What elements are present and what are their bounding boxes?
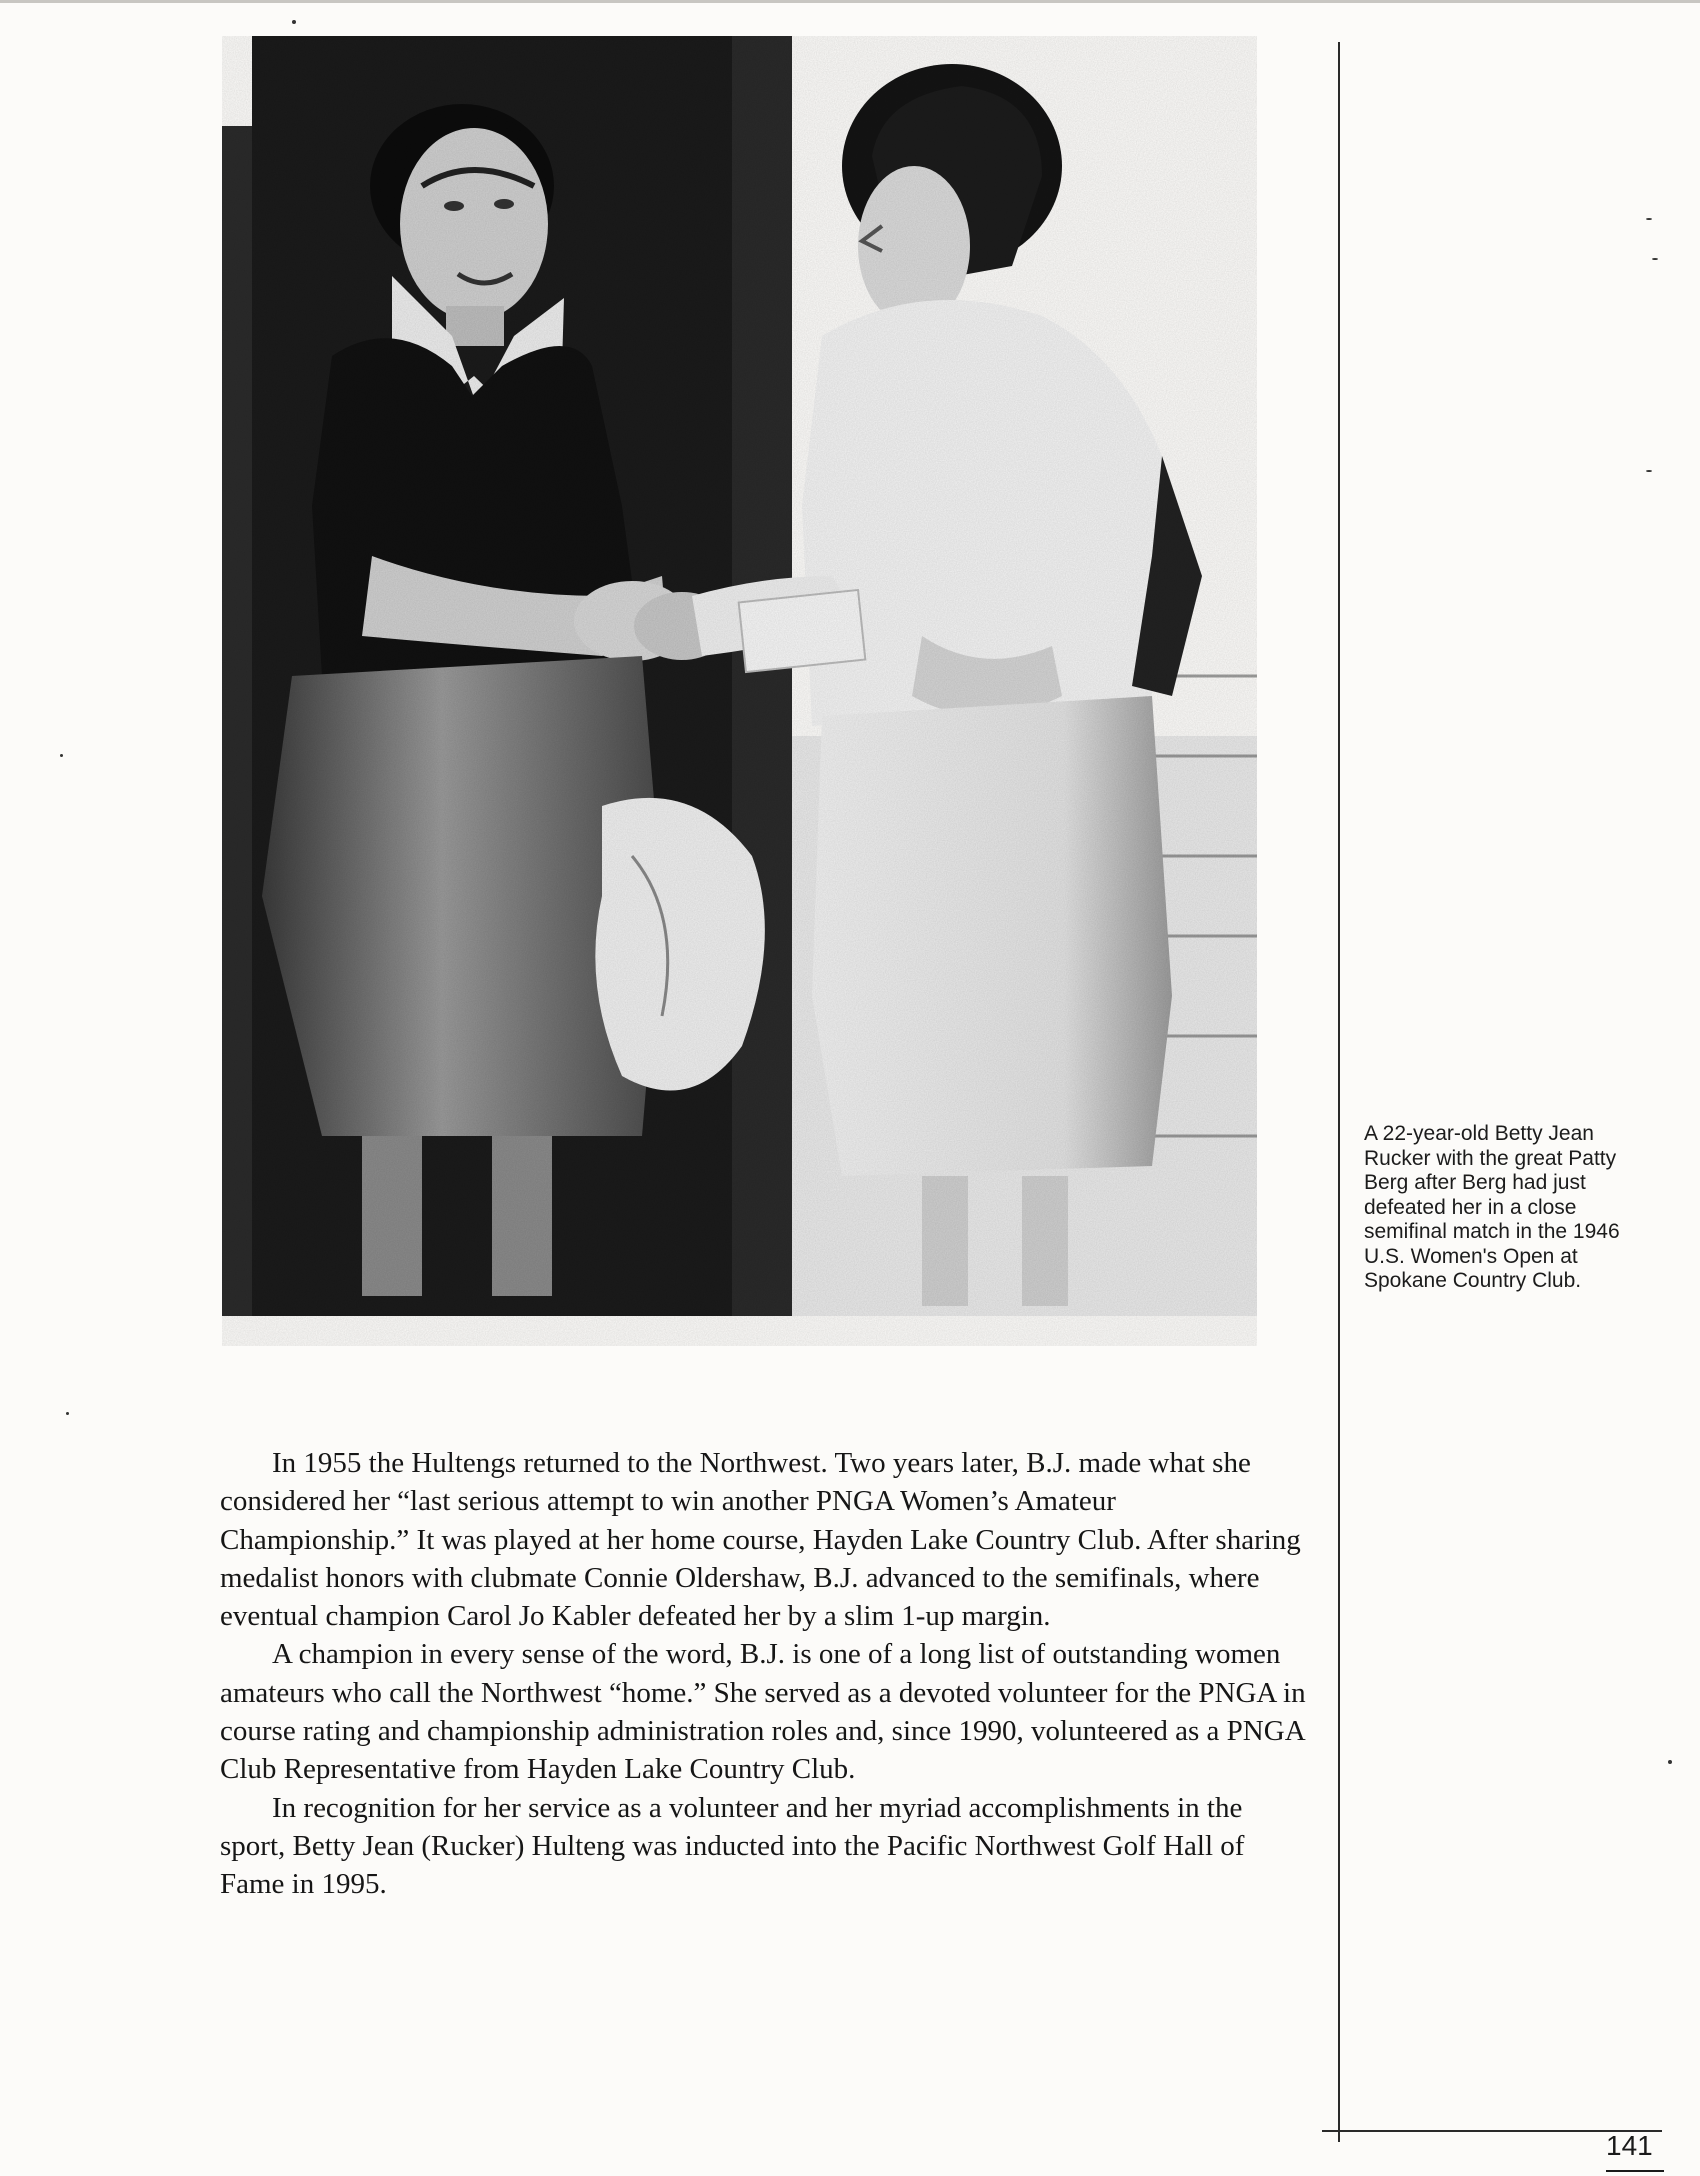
column-rule-vertical: [1338, 42, 1340, 2142]
page-number-underline: [1606, 2170, 1664, 2172]
article-body: [220, 1444, 1310, 1904]
paragraph-3: In recognition for her service as a volunteer and her myriad accomplishments in the sport, Betty Jean (Rucker) Hulteng was inducted into the Pacific Northwest Golf Hall of Fame in 1995.: [220, 1791, 1245, 1901]
page-number: 141: [1606, 2130, 1653, 2161]
scan-top-edge: [0, 0, 1700, 3]
scan-speck: [292, 20, 296, 24]
photo-caption: A 22-year-old Betty Jean Rucker with the great Patty Berg after Berg had just defeated her in a close semifinal match in the 1946 U.S. Women's Open at Spokane Country Club.: [1364, 1122, 1620, 1292]
scan-speck: [1668, 1760, 1672, 1764]
scan-speck: [66, 1412, 69, 1415]
scan-speck: [1652, 258, 1658, 260]
scan-speck: [1646, 470, 1652, 472]
scan-speck: [60, 754, 63, 757]
photo-handshake: [222, 36, 1257, 1346]
paragraph-1: In 1955 the Hultengs returned to the Northwest. Two years later, B.J. made what she considered her “last serious attempt to win another PNGA Women’s Amateur Championship.” It was played at her home course, Hayden Lake Country Club. After sharing medalist honors with clubmate Connie Oldershaw, B.J. advanced to the semifinals, where eventual champion Carol Jo Kabler defeated her by a slim 1-up margin.: [220, 1447, 1301, 1633]
paragraph-2: A champion in every sense of the word, B.J. is one of a long list of outstanding women amateurs who call the Northwest “home.” She served as a devoted volunteer for the PNGA in course rating and championship administration roles and, since 1990, volunteered as a PNGA Club Representative from Hayden Lake Country Club.: [220, 1638, 1306, 1786]
scan-speck: [1646, 218, 1652, 220]
